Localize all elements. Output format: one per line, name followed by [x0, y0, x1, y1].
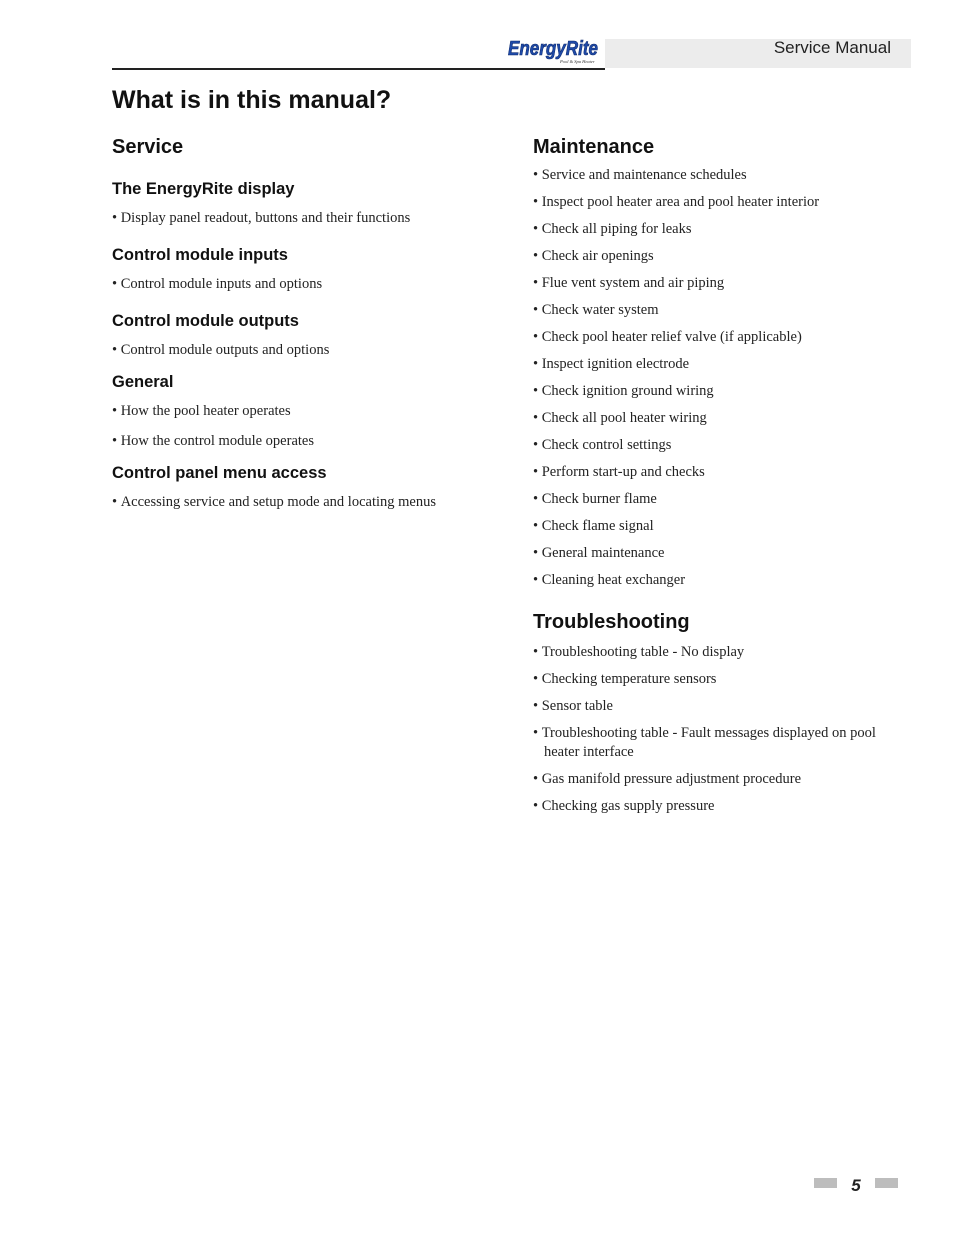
subsection-list [112, 209, 512, 228]
list-item: • Flue vent system and air piping [533, 274, 883, 293]
subsection-heading: Control panel menu access [112, 464, 327, 482]
header-section-title: Service Manual [773, 38, 891, 57]
subsection-heading: The EnergyRite display [112, 180, 295, 198]
troubleshooting-heading: Troubleshooting [533, 611, 690, 633]
list-item: • Check burner flame [533, 490, 883, 509]
list-item: • Inspect pool heater area and pool heater interior [533, 193, 883, 212]
list-item: • Check water system [533, 301, 883, 320]
page-number: 5 [851, 1176, 861, 1195]
subsection-heading: Control module outputs [112, 312, 299, 330]
list-item: • Checking gas supply pressure [533, 797, 883, 816]
list-item: • How the pool heater operates [112, 402, 512, 421]
list-item: • Check all pool heater wiring [533, 409, 883, 428]
subsection-heading: General [112, 373, 174, 391]
list-item: • Cleaning heat exchanger [533, 571, 883, 590]
list-item: • How the control module operates [112, 432, 512, 451]
list-item: • Check flame signal [533, 517, 883, 536]
service-heading: Service [112, 136, 184, 158]
list-item: • General maintenance [533, 544, 883, 563]
list-item: • Control module inputs and options [112, 275, 512, 294]
list-item: • Display panel readout, buttons and their functions [112, 209, 512, 228]
subsection-list [112, 275, 512, 294]
list-item: • Accessing service and setup mode and locating menus [112, 493, 512, 512]
subsection-list [112, 341, 512, 360]
list-item: • Sensor table [533, 697, 883, 716]
list-item: • Check pool heater relief valve (if applicable) [533, 328, 883, 347]
svg-text:EnergyRite: EnergyRite [508, 38, 598, 60]
service-column [112, 132, 512, 523]
list-item: • Check control settings [533, 436, 883, 455]
list-item: • Check all piping for leaks [533, 220, 883, 239]
maintenance-list [533, 166, 883, 590]
list-item: • Checking temperature sensors [533, 670, 883, 689]
list-item: • Troubleshooting table - No display [533, 643, 883, 662]
list-item: • Inspect ignition electrode [533, 355, 883, 374]
footer-bar-right [875, 1178, 898, 1188]
troubleshooting-list [533, 643, 883, 816]
list-item: • Perform start-up and checks [533, 463, 883, 482]
footer-bar-left [814, 1178, 837, 1188]
maintenance-heading: Maintenance [533, 136, 655, 158]
list-item: • Troubleshooting table - Fault messages displayed on pool heater interface [533, 724, 883, 762]
page-title: What is in this manual? [112, 86, 392, 114]
subsection-list [112, 402, 512, 451]
header-rule [112, 68, 605, 70]
list-item: • Gas manifold pressure adjustment procedure [533, 770, 883, 789]
subsection-list [112, 493, 512, 512]
list-item: • Control module outputs and options [112, 341, 512, 360]
svg-text:Pool & Spa Heater: Pool & Spa Heater [560, 59, 595, 64]
energyrite-logo [506, 35, 602, 67]
list-item: • Check ignition ground wiring [533, 382, 883, 401]
maintenance-column [533, 132, 883, 824]
subsection-heading: Control module inputs [112, 246, 288, 264]
list-item: • Service and maintenance schedules [533, 166, 883, 185]
list-item: • Check air openings [533, 247, 883, 266]
